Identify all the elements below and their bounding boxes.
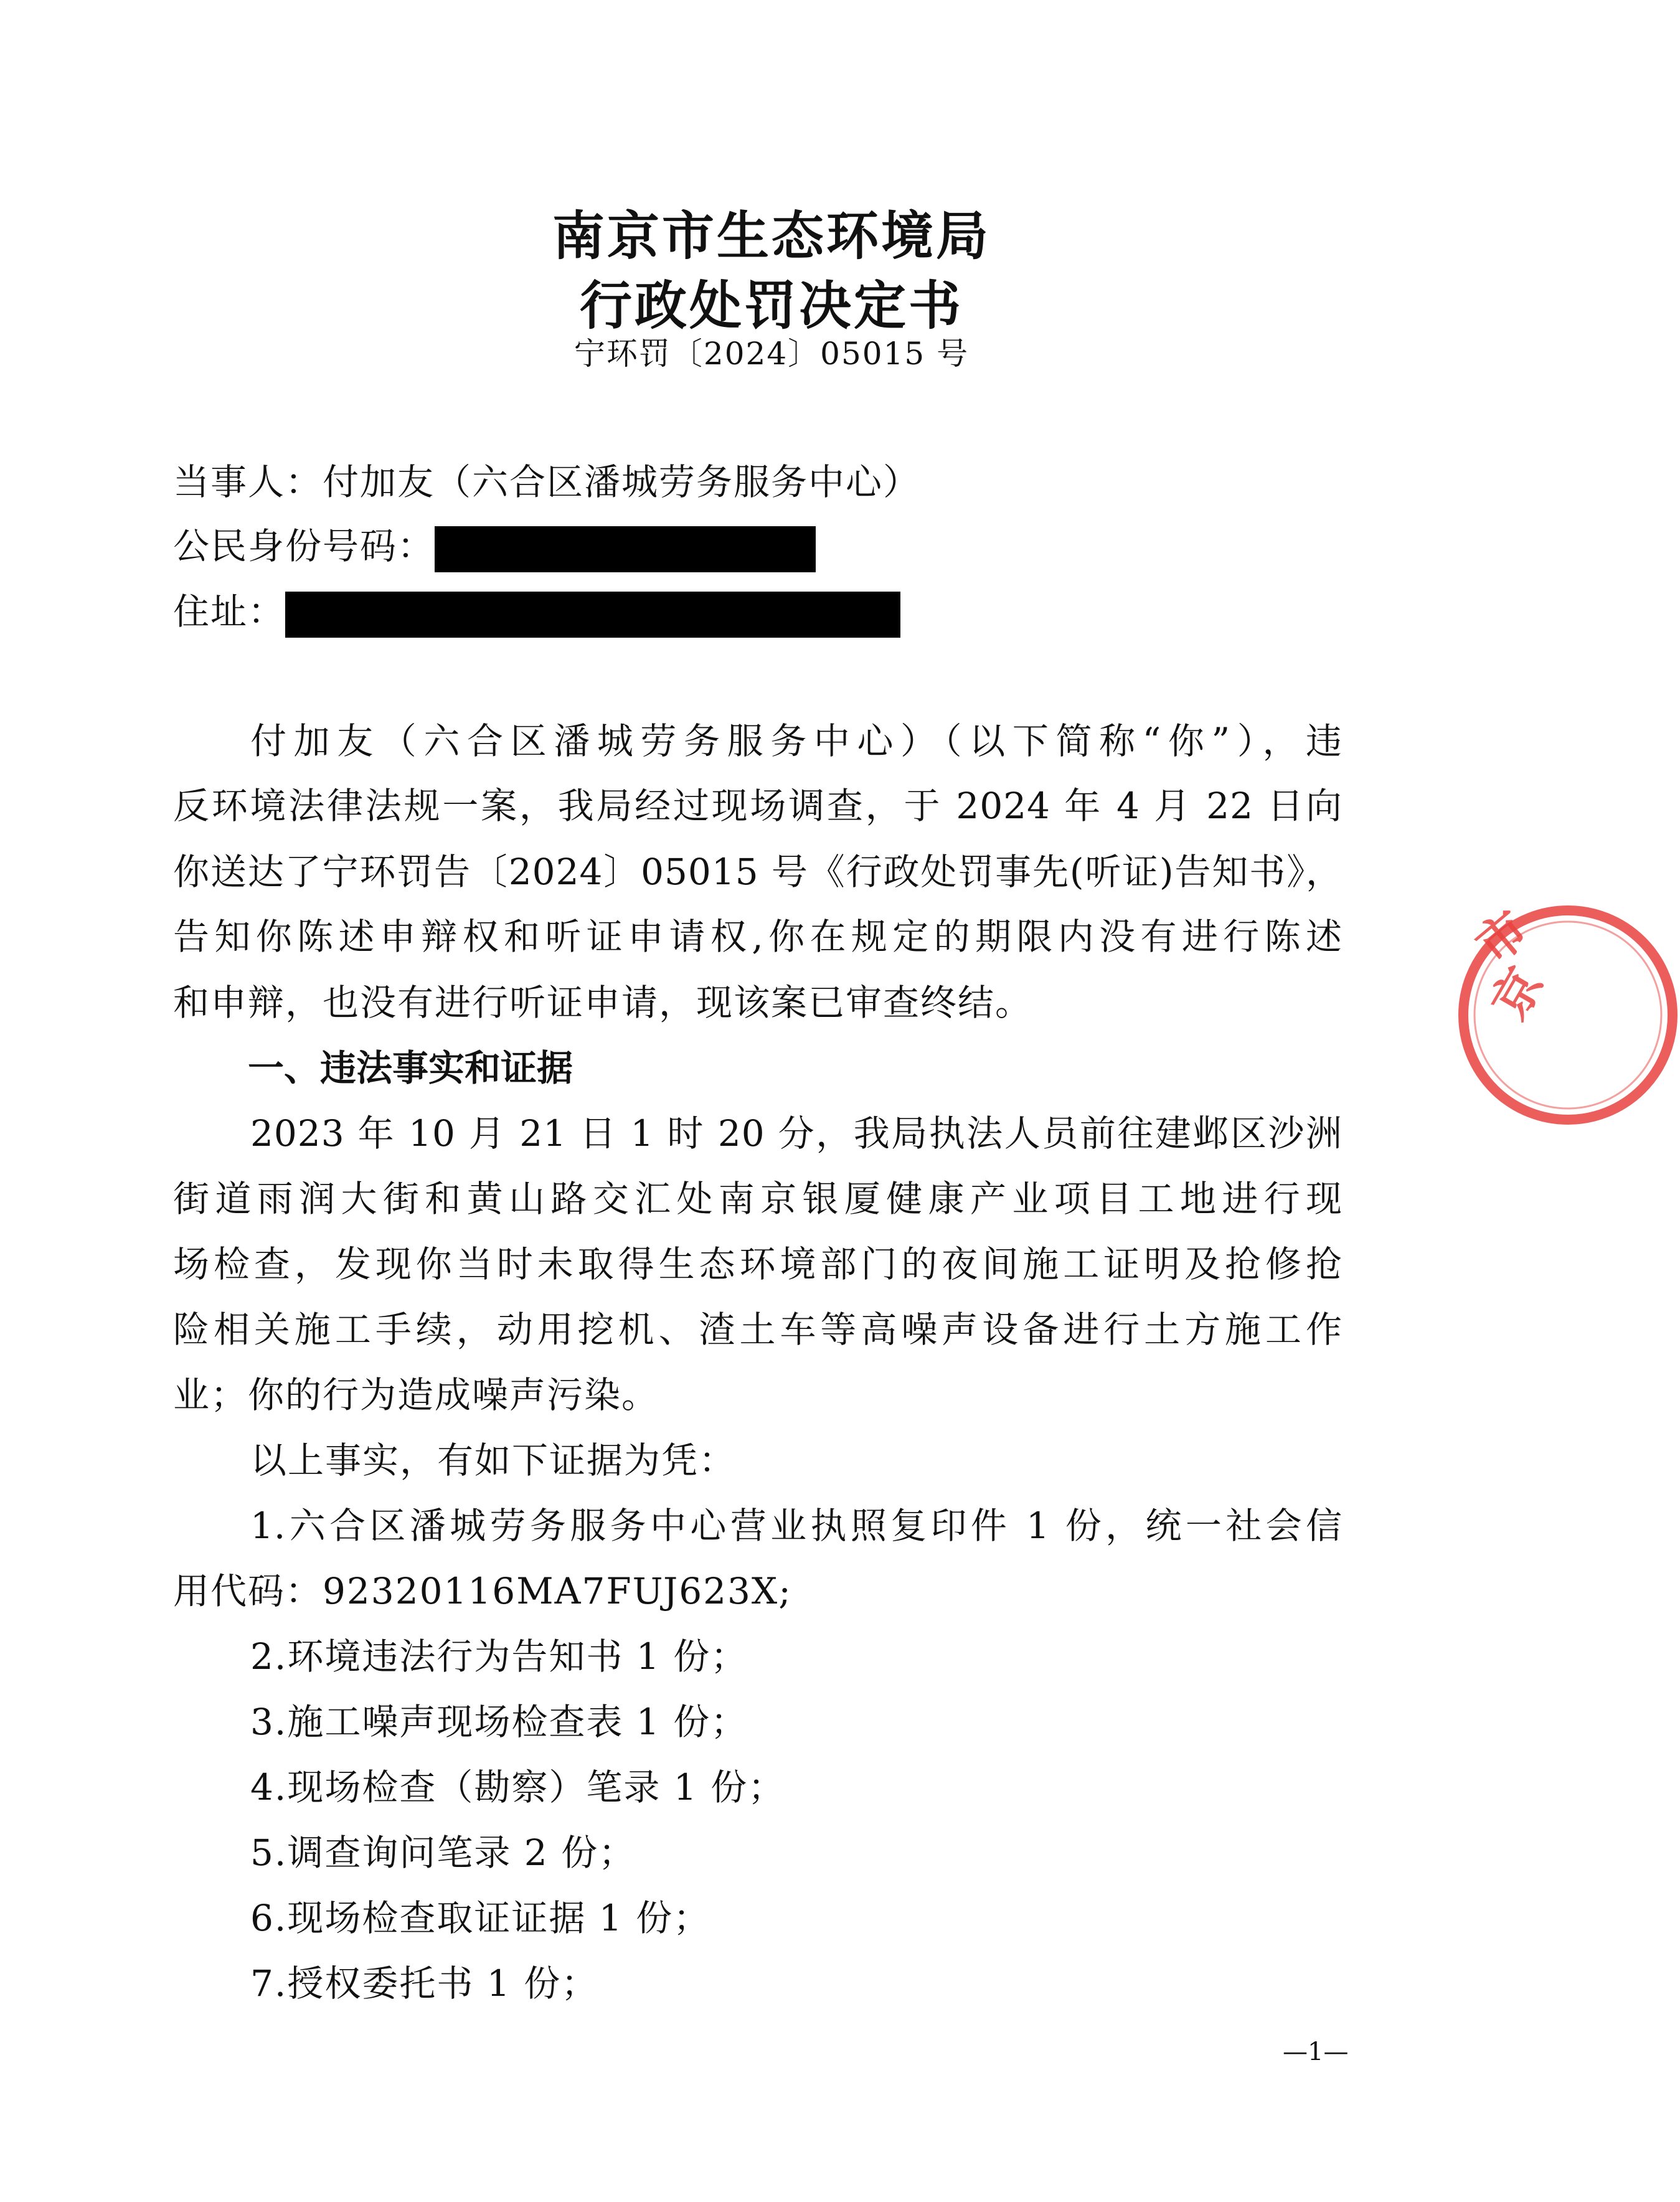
facts-line: 街道雨润大街和黄山路交汇处南京银厦健康产业项目工地进行现 [173,1178,1343,1220]
intro-line: 和申辩，也没有进行听证申请，现该案已审查终结。 [173,981,1033,1024]
facts-line: 场检查，发现你当时未取得生态环境部门的夜间施工证明及抢修抢 [173,1243,1343,1285]
intro-line: 付加友（六合区潘城劳务服务中心）（以下简称“你”），违 [250,720,1343,762]
evidence-item: 7.授权委托书 1 份； [250,1962,599,2005]
evidence-item: 6.现场检查取证证据 1 份； [250,1897,711,1939]
facts-line: 险相关施工手续，动用挖机、渣土车等高噪声设备进行土方施工作 [173,1308,1343,1351]
intro-line: 反环境法律法规一案，我局经过现场调查，于 2024 年 4 月 22 日向 [173,785,1343,827]
document-title-agency: 南京市生态环境局 [552,205,991,267]
address-redaction-bar [285,592,900,638]
evidence-item: 1.六合区潘城劳务服务中心营业执照复印件 1 份，统一社会信 [250,1505,1343,1547]
page-number: —1— [1283,2038,1349,2066]
id-redaction-bar [435,526,816,572]
facts-line: 2023 年 10 月 21 日 1 时 20 分，我局执法人员前往建邺区沙洲 [250,1112,1343,1155]
official-seal-stamp [1456,900,1680,1127]
party-name-value: 付加友（六合区潘城劳务服务中心） [323,461,921,503]
svg-text:京: 京 [1481,958,1555,1029]
document-title-type: 行政处罚决定书 [579,275,963,336]
intro-line: 你送达了宁环罚告〔2024〕05015 号《行政处罚事先(听证)告知书》， [173,851,1343,893]
evidence-item: 用代码：92320116MA7FUJ623X; [173,1570,792,1612]
party-name-label: 当事人： [173,461,323,503]
party-name-line [173,453,920,505]
evidence-intro: 以上事实，有如下证据为凭： [250,1439,737,1481]
evidence-item: 4.现场检查（勘察）笔录 1 份； [250,1766,786,1808]
party-address-line [173,582,900,638]
evidence-item: 3.施工噪声现场检查表 1 份； [250,1701,748,1743]
evidence-item: 2.环境违法行为告知书 1 份； [250,1635,748,1678]
facts-line: 业；你的行为造成噪声污染。 [173,1374,659,1416]
section-heading: 一、违法事实和证据 [248,1047,573,1089]
evidence-item: 5.调查询问笔录 2 份； [250,1831,636,1874]
party-id-label: 公民身份号码： [173,525,435,567]
party-address-label: 住址： [173,590,286,633]
svg-text:市: 市 [1465,900,1540,975]
intro-line: 告知你陈述申辩权和听证申请权,你在规定的期限内没有进行陈述 [173,915,1343,958]
party-id-line [173,517,816,572]
document-number: 宁环罚〔2024〕05015 号 [573,336,970,372]
